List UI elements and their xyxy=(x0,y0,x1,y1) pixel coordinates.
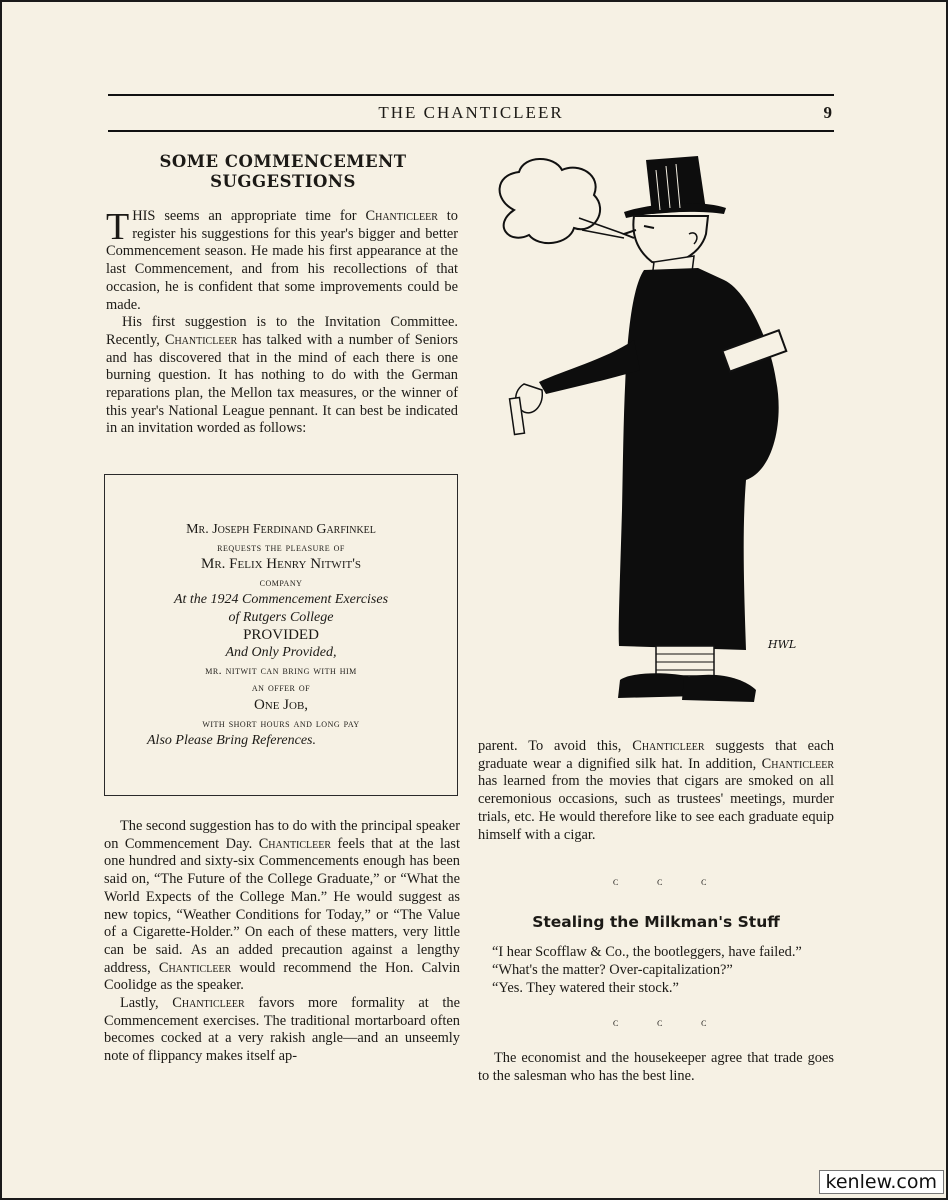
right-shoe xyxy=(682,675,756,702)
article-title: SOME COMMENCEMENT SUGGESTIONS xyxy=(159,152,407,191)
graduate-cartoon-illustration xyxy=(484,150,834,720)
article-body-top xyxy=(106,208,458,438)
header-rule-bottom xyxy=(108,130,834,132)
paragraph-3: The second suggestion has to do with the principal speaker on Commencement Day. Chanticleer feels that at the last one hundred and sixty-six Commencements enough has been said on, “The Future of the College Graduate,” or “What the World Expects of the College Man.” He would suggest as new topics, “Weather Conditions for Today,” or “The Value of a Cigarette-Holder.” On each of these matters, very little can be said. As an added precaution against a lengthy address, Chanticleer would recommend the Hon. Calvin Coolidge as the speaker. xyxy=(104,818,460,994)
paragraph-5: parent. To avoid this, Chanticleer suggests that each graduate wear a dignified silk hat. In addition, Chanticleer has learned from the movies that cigars are smoked on all ceremonious occasions, such as trustees' meetings, murder trials, etc. He would therefore like to see each graduate equip himself with a cigar. xyxy=(478,738,834,843)
paragraph-4: Lastly, Chanticleer favors more formality at the Commencement exercises. The traditional mortarboard often becomes cocked at a very rakish angle—and an unseemly note of flippancy makes itself ap- xyxy=(104,995,460,1065)
header-rule-top xyxy=(108,94,834,96)
right-column-body xyxy=(478,738,834,844)
running-title: THE CHANTICLEER xyxy=(378,103,564,122)
spats xyxy=(656,646,714,676)
closing-paragraph: The economist and the housekeeper agree that trade goes to the salesman who has the best line. xyxy=(478,1050,834,1084)
gown-sleeve xyxy=(539,340,640,394)
invitation-text: Mr. Joseph Ferdinand Garfinkel requests the pleasure of Mr. Felix Henry Nitwit's company At the 1924 Commencement Exercises of Rutgers College PROVIDED And Only Provided, mr. nitwit can bring with him an offer of One Job, with short hours and long pay Also Please Bring References. xyxy=(147,522,389,749)
page-number: 9 xyxy=(823,103,832,122)
artist-signature: HWL xyxy=(768,638,797,651)
article-body-bottom xyxy=(104,818,460,1066)
watermark: kenlew.com xyxy=(819,1170,944,1194)
invitation-box xyxy=(104,474,458,796)
joke-line: “Yes. They watered their stock.” xyxy=(492,980,679,996)
drop-cap: T xyxy=(106,206,130,248)
paragraph-2: His first suggestion is to the Invitation Committee. Recently, Chanticleer has talked with a number of Seniors and has discovered that in the mind of each there is one burning question. It has nothing to do with the German reparations plan, the Mellon tax measures, or the winner of this year's National League pennant. It can best be indicated in an invitation worded as follows: xyxy=(106,314,458,437)
section-separator: c c c xyxy=(613,876,725,888)
paragraph-1: THIS seems an appropriate time for Chanticleer to register his suggestions for this year's bigger and better Commencement season. He made his first appearance at the last Commencement, and from his recollections of that occasion, he is confident that some improvements could be made. xyxy=(106,206,458,313)
section-separator: c c c xyxy=(613,1017,725,1029)
joke-title: Stealing the Milkman's Stuff xyxy=(532,913,780,931)
joke-line: “I hear Scofflaw & Co., the bootleggers, have failed.” xyxy=(492,944,802,960)
joke-line: “What's the matter? Over-capitalization?” xyxy=(492,962,733,978)
academic-gown xyxy=(619,268,779,650)
